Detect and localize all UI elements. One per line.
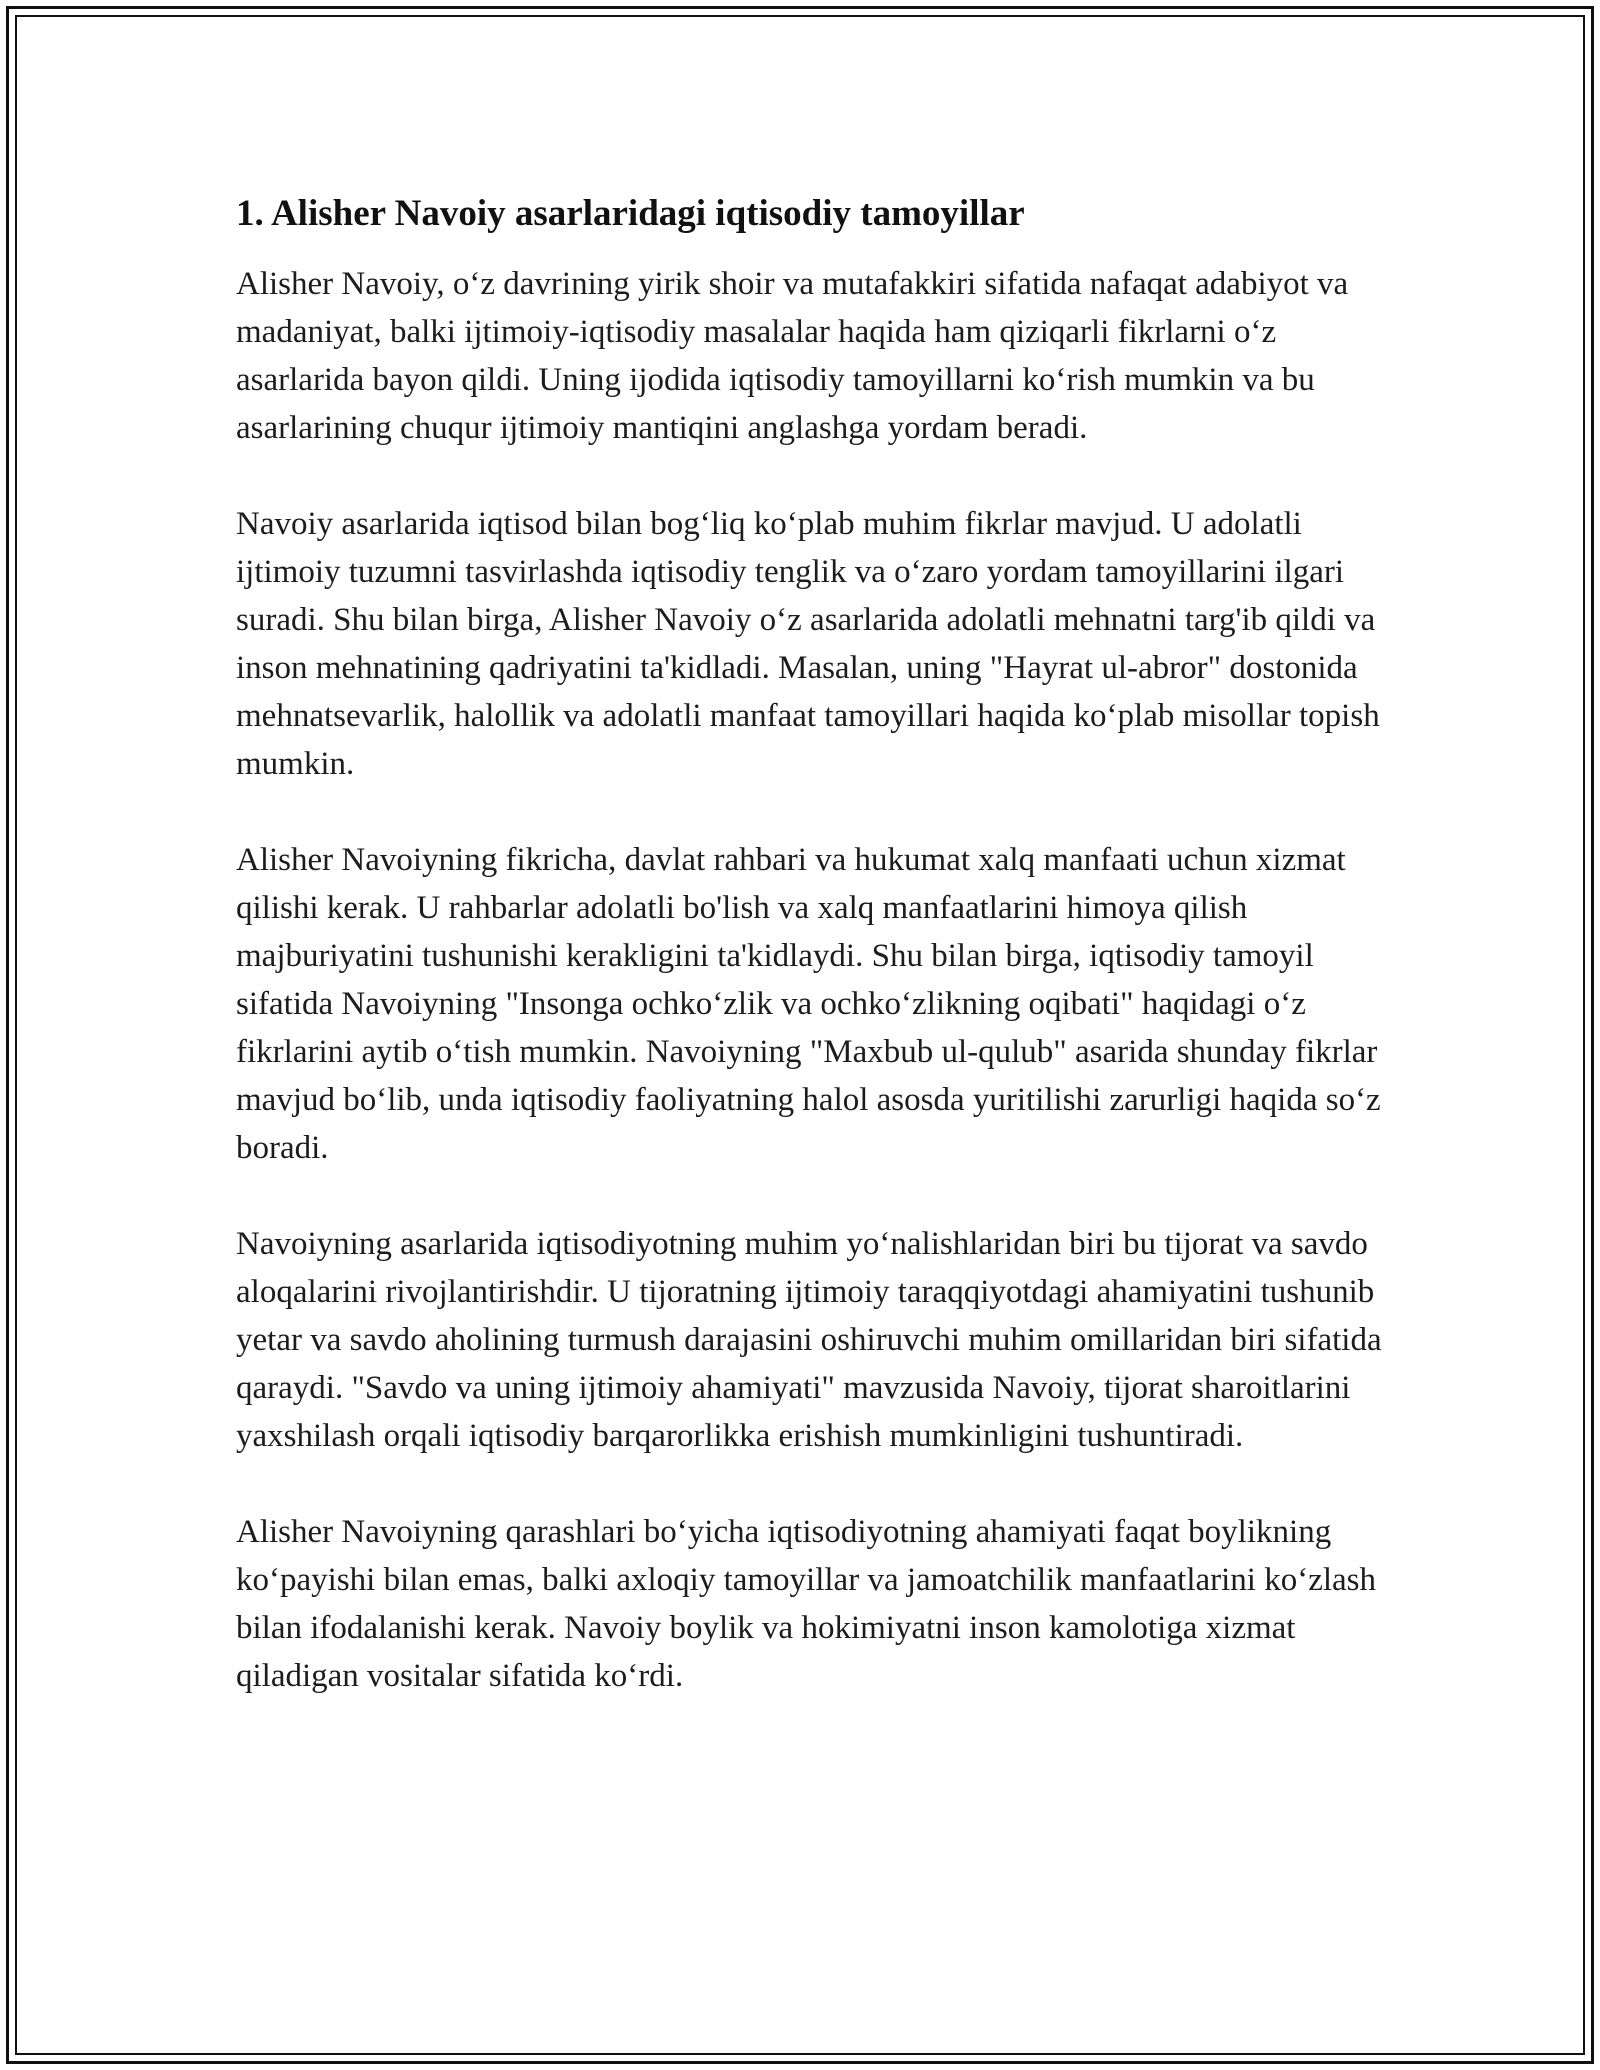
paragraph-1: Alisher Navoiy, o‘z davrining yirik shoir va mutafakkiri sifatida nafaqat adabiyot va madaniyat, balki ijtimoiy-iqtisodiy masalalar haqida ham qiziqarli fikrlarni o‘z asarlarida bayon qildi. Uning ijodida iqtisodiy tamoyillarni ko‘rish mumkin va bu asarlarining chuqur ijtimoiy mantiqini anglashga yordam beradi. [236, 266, 1349, 446]
paragraph-3: Alisher Navoiyning fikricha, davlat rahbari va hukumat xalq manfaati uchun xizmat qilishi kerak. U rahbarlar adolatli bo'lish va xalq manfaatlarini himoya qilish majburiyatini tushunishi kerakligini ta'kidlaydi. Shu bilan birga, iqtisodiy tamoyil sifatida Navoiyning "Insonga ochko‘zlik va ochko‘zlikning oqibati" haqidagi o‘z fikrlarini aytib o‘tish mumkin. Navoiyning "Maxbub ul-qulub" asarida shunday fikrlar mavjud bo‘lib, unda iqtisodiy faoliyatning halol asosda yuritilishi zarurligi haqida so‘z boradi. [236, 842, 1381, 1166]
section-heading: 1. Alisher Navoiy asarlaridagi iqtisodiy tamoyillar [236, 193, 1025, 234]
paragraph-5: Alisher Navoiyning qarashlari bo‘yicha iqtisodiyotning ahamiyati faqat boylikning ko‘payishi bilan emas, balki axloqiy tamoyillar va jamoatchilik manfaatlarini ko‘zlash bilan ifodalanishi kerak. Navoiy boylik va hokimiyatni inson kamolotiga xizmat qiladigan vositalar sifatida ko‘rdi. [236, 1514, 1376, 1694]
paragraph-2: Navoiy asarlarida iqtisod bilan bog‘liq ko‘plab muhim fikrlar mavjud. U adolatli ijtimoiy tuzumni tasvirlashda iqtisodiy tenglik va o‘zaro yordam tamoyillarini ilgari suradi. Shu bilan birga, Alisher Navoiy o‘z asarlarida adolatli mehnatni targ'ib qildi va inson mehnatining qadriyatini ta'kidladi. Masalan, uning "Hayrat ul-abror" dostonida mehnatsevarlik, halollik va adolatli manfaat tamoyillari haqida ko‘plab misollar topish mumkin. [236, 506, 1380, 782]
document-body [236, 188, 1386, 1748]
paragraph-4: Navoiyning asarlarida iqtisodiyotning muhim yo‘nalishlaridan biri bu tijorat va savdo aloqalarini rivojlantirishdir. U tijoratning ijtimoiy taraqqiyotdagi ahamiyatini tushunib yetar va savdo aholining turmush darajasini oshiruvchi muhim omillaridan biri sifatida qaraydi. "Savdo va uning ijtimoiy ahamiyati" mavzusida Navoiy, tijorat sharoitlarini yaxshilash orqali iqtisodiy barqarorlikka erishish mumkinligini tushuntiradi. [236, 1226, 1382, 1454]
